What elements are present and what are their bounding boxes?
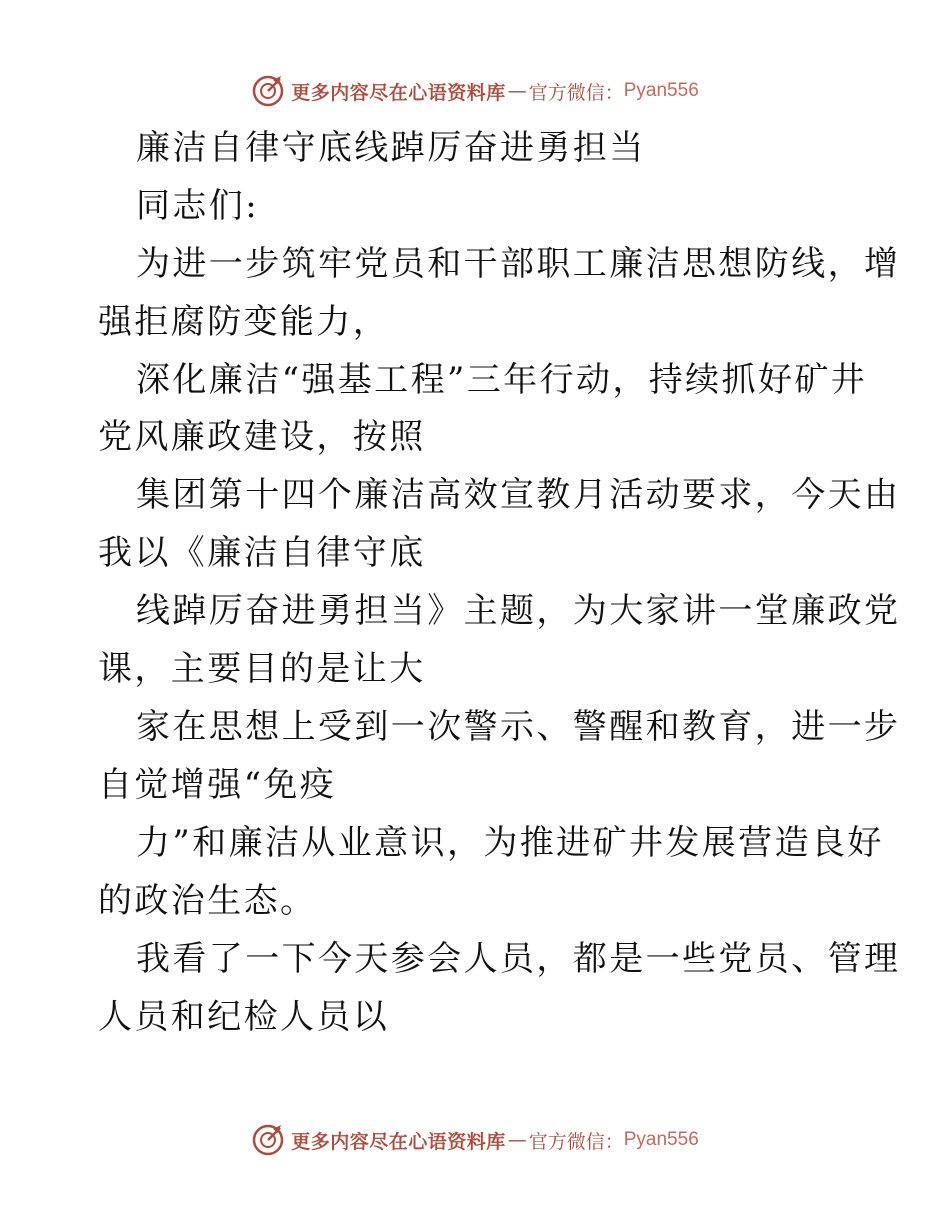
banner-wechat-id: Pyan556 xyxy=(623,80,699,101)
banner-wechat-id: Pyan556 xyxy=(623,1129,699,1150)
paragraph-line: 线踔厉奋进勇担当》主题，为大家讲一堂廉政党 xyxy=(136,591,901,631)
paragraph-line: 集团第十四个廉洁高效宣教月活动要求，今天由 xyxy=(136,475,901,515)
logo-icon xyxy=(251,74,285,108)
paragraph-line: 我以《廉洁自律守底 xyxy=(98,533,426,573)
footer-watermark-banner xyxy=(0,1120,950,1160)
banner-wechat-label: 官方微信： xyxy=(528,1130,624,1153)
paragraph-line: 我看了一下今天参会人员，都是一些党员、管理 xyxy=(136,939,901,979)
paragraph-line: 课，主要目的是让大 xyxy=(98,649,426,689)
paragraph-line: 强拒腐防变能力， xyxy=(98,302,390,342)
paragraph-line: 深化廉洁“强基工程”三年行动，持续抓好矿井 xyxy=(136,360,868,400)
logo-icon xyxy=(251,1123,285,1157)
salutation: 同志们: xyxy=(136,186,260,226)
paragraph-line: 的政治生态。 xyxy=(98,881,317,921)
paragraph-line: 家在思想上受到一次警示、警醒和教育，进一步 xyxy=(136,707,901,747)
paragraph-line: 自觉增强“免疫 xyxy=(98,765,337,805)
banner-dash: — xyxy=(507,80,527,102)
paragraph-line: 为进一步筑牢党员和干部职工廉洁思想防线，增 xyxy=(136,244,901,284)
paragraph-line: 力”和廉洁从业意识，为推进矿井发展营造良好 xyxy=(136,823,884,863)
header-watermark-banner xyxy=(0,71,950,111)
document-title: 廉洁自律守底线踔厉奋进勇担当 xyxy=(136,128,646,168)
banner-wechat-label: 官方微信： xyxy=(528,81,624,104)
paragraph-line: 党风廉政建设，按照 xyxy=(98,417,426,457)
banner-dash: — xyxy=(507,1129,527,1151)
banner-text: 更多内容尽在心语资料库 xyxy=(291,1130,506,1153)
paragraph-line: 人员和纪检人员以 xyxy=(98,997,390,1037)
banner-text: 更多内容尽在心语资料库 xyxy=(291,81,506,104)
